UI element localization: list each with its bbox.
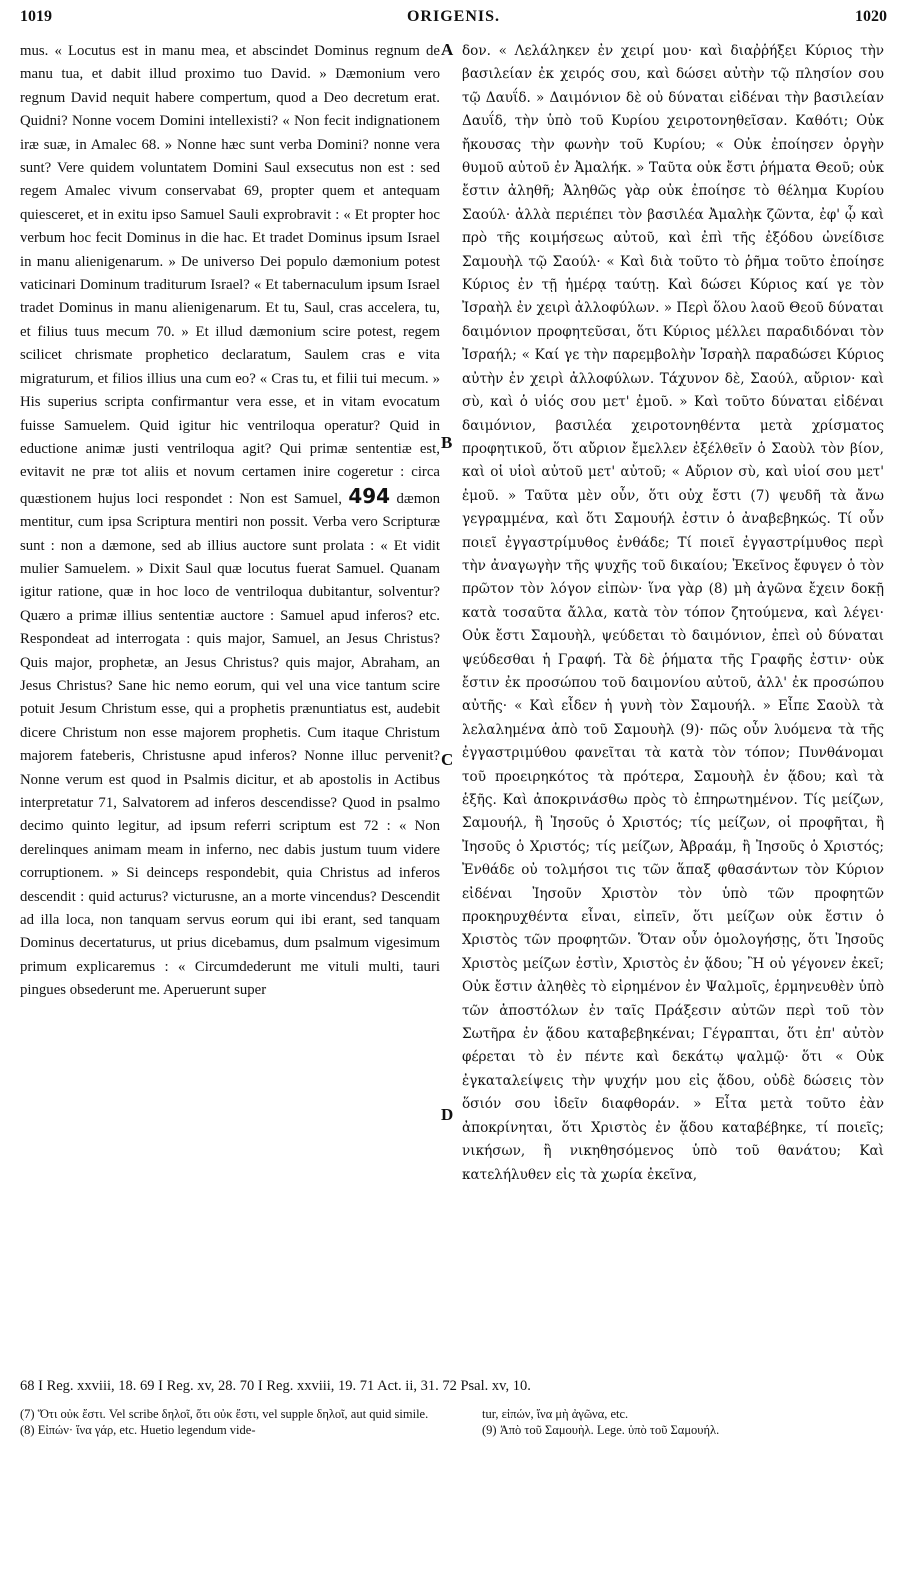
editorial-notes bbox=[20, 1406, 887, 1446]
page-number-right: 1020 bbox=[855, 8, 887, 25]
note-8-continued: tur, εἰπών, ἵνα μὴ ἀγῶνα, etc. bbox=[482, 1407, 629, 1421]
latin-text-part-1: mus. « Locutus est in manu mea, et abscindet Dominus regnum de manu tua, et dabit illud proximo tuo David. » Dæmonium vero regnum David nequit habere compertum, quod a Deo decretum erat. Quidni? Nonne vocem Domini intellexisti? « Non fecit indignationem iræ suæ, in Amalec 68. » Nonne hæc sunt verba Domini? nonne vera sunt? Vere quidem voluntatem Domini Saul exsecutus non est : sed regem Amalec vivum conservabat 69, propter quem et antequam quiesceret, et in exitu ipso Samuel Sauli exprobravit : « Et propter hoc verbum hoc fecit Dominus in die hac. Et tradet Dominus ipsum Israel in manu alienigenarum. » De universo Dei populo dæmonium potest vaticinari Dominum traditurum Israel? « Et tabernaculum ipsum Israel tradet Dominus in manu alienigenarum. Et tu, Saul, cras accelera, tu, et filius tuus mecum 70. » Et illud dæmonium scire potest, regem scilicet chrismate prophetico declaratum, Saulem cras e vita migraturum, et filios illius una cum eo? « Cras tu, et filii tui mecum. » His superius scripta confirmantur vera esse, et in vitam evocatum fuisse Samuelem. Quid igitur hic ventriloqua operatur? Quid in eductione animæ justi ventriloqua agit? Qui primæ sententiæ est, evitavit ne præ tot aliis et novum certamen inire cogeretur : circa quæstionem hujus loci respondet : Non est Samuel, bbox=[20, 43, 440, 507]
margin-marker-d: D bbox=[441, 1105, 454, 1124]
margin-marker-c: C bbox=[441, 750, 454, 769]
note-7: (7) Ὅτι οὐκ ἔστι. Vel scribe δηλοῖ, ὅτι οὐκ ἔστι, vel supple δηλοῖ, aut quid simile. bbox=[20, 1407, 429, 1421]
margin-marker-a: A bbox=[441, 40, 454, 59]
greek-text: δον. « Λελάληκεν ἐν χειρί μου· καὶ διαῤῥήξει Κύριος τὴν βασιλείαν ἐκ χειρός σου, καὶ δώσει αὐτὴν τῷ πλησίον σου τῷ Δαυΐδ. » Δαιμόνιον δὲ οὐ δύναται εἰδέναι τὴν βασιλείαν Δαυΐδ, τὴν ὑπὸ τοῦ Κυρίου χειροτονηθεῖσαν. Καθότι; Οὐκ ἤκουσας τὴν φωνὴν τοῦ Κυρίου; « Οὐκ ἐποίησεν ὀργὴν θυμοῦ αὐτοῦ ἐν Ἀμαλήκ. » Ταῦτα οὐκ ἔστι ῥήματα Θεοῦ; οὐκ ἔστιν ἀληθῆ; Ἀληθῶς γὰρ οὐκ ἐποίησε τὸ θέλημα Κυρίου Σαούλ· ἀλλὰ περιέπει τὸν βασιλέα Ἀμαλὴκ ζῶντα, ἐφ' ᾧ καὶ πρὸ τῆς κοιμήσεως αὐτοῦ, καὶ ἐπὶ τῆς ἐξόδου ὠνείδισε Σαμουὴλ τῷ Σαούλ· « Καὶ διὰ τοῦτο τὸ ῥῆμα τοῦτο ἐποίησε Κύριος ἐν τῇ ἡμέρᾳ ταύτῃ. Καὶ δώσει Κύριος καί γε τὸν Ἰσραὴλ ἐν χειρὶ ἀλλοφύλων. » Περὶ ὅλου λαοῦ Θεοῦ δύναται δαιμόνιον προφητεῦσαι, ὅτι Κύριος μέλλει παραδιδόναι τὸν Ἰσραήλ; « Καί γε τὴν παρεμβολὴν Ἰσραὴλ παραδώσει Κύριος αὐτὴν ἐν χειρὶ ἀλλοφύλων. Τάχυνον δὲ, Σαούλ, αὔριον· καὶ σὺ, καὶ ὁ υἱός σου μετ' ἐμοῦ. » Καὶ τοῦτο δύναται εἰδέναι δαιμόνιον, βασιλέα χειροτονηθέντα μετὰ χρίσματος προφητικοῦ, ὅτι αὔριον ἔμελλεν ἐξέλθεῖν ὁ Σαοὺλ τὸν βίον, καὶ οἱ υἱοὶ αὐτοῦ μετ' αὐτοῦ; « Αὔριον σὺ, καὶ υἱοί σου μετ' ἐμοῦ. » Ταῦτα μὲν οὖν, ὅτι οὐχ ἔστι (7) ψευδῆ τὰ ἄνω γεγραμμένα, καὶ ὅτι Σαμουήλ ἐστιν ὁ ἀναβεβηκώς. Τί οὖν ποιεῖ ἐγγαστρίμυθος ἐνθάδε; Τί ποιεῖ ἐγγαστρίμυθος περὶ τὴν ἀναγωγὴν τῆς ψυχῆς τοῦ δικαίου; Ἐκεῖνος ἔφυγεν ὁ τὸν πρῶτον τὸν λόγον εἰπὼν· ἵνα γὰρ (8) μὴ ἀγῶνα ἔχειν δοκῇ κατὰ τοσαῦτα ἄλλα, κατὰ τὸν τόπον ζητούμενα, καὶ λέγει· Οὐκ ἔστι Σαμουὴλ, ψεύδεται τὸ δαιμόνιον, ἐπεὶ οὐ δύναται ψεύδεσθαι ἡ Γραφή. Τὰ δὲ ῥήματα τῆς Γραφῆς ἐστιν· οὐκ ἔστιν ἐκ προσώπου τοῦ δαιμονίου αὐτοῦ, ἀλλ' ἐκ προσώπου αὐτῆς· « Καὶ εἶδεν ἡ γυνὴ τὸν Σαμουήλ. » Εἶπε Σαοὺλ τὰ λελαλημένα ἀπὸ τοῦ Σαμουὴλ (9)· πῶς οὖν λυόμενα τὰ τῆς ἐγγαστριμύθου φανεῖται τὰ κατὰ τὸν τόπον; Πυνθάνομαι τοῦ προειρηκότος τὰ πρότερα, Σαμουὴλ ἐν ᾅδου; καὶ τὰ ἑξῆς. Καὶ ἀποκρινάσθω πρὸς τὸ ἐπηρωτημένον. Τίς μείζων, Σαμουήλ, ἢ Ἰησοῦς ὁ Χριστός; τίς μείζων, οἱ προφῆται, ἢ Ἰησοῦς ὁ Χριστός; τίς μείζων, Ἀβραάμ, ἢ Ἰησοῦς ὁ Χριστός; Ἐνθάδε οὐ τολμήσοι τις τῶν ἅπαξ φθασάντων τὸν Κύριον εἰδέναι Ἰησοῦν Χριστὸν τὸν ὑπὸ τῶν προφητῶν προκηρυχθέντα εἶναι, εἰπεῖν, ὅτι μείζων οὐκ ἔστιν ὁ Χριστὸς τῶν προφητῶν. Ὅταν οὖν ὁμολογήσῃς, ὅτι Ἰησοῦς Χριστὸς μείζων ἐστὶν, Χριστὸς ἐν ᾅδου; Ἢ οὐ γέγονεν ἐκεῖ; Οὐκ ἔστιν ἀληθὲς τὸ εἰρημένον ἐν Ψαλμοῖς, ἑρμηνευθὲν ὑπὸ τῶν ἀποστόλων ἐν ταῖς Πράξεσιν αὐτῶν περὶ τοῦ τὸν Σωτῆρα ἐν ᾅδου καταβεβηκέναι; Γέγραπται, ὅτι ἐπ' αὐτὸν φέρεται τὸ ἐν πέντε καὶ δεκάτῳ ψαλμῷ· ὅτι « Οὐκ ἐγκαταλείψεις τὴν ψυχήν μου εἰς ᾅδου, οὐδὲ δώσεις τὸν ὅσιόν σου ἰδεῖν διαφθοράν. » Εἶτα μετὰ τοῦτο ἐὰν ἀποκρίνηται, ὅτι Χριστὸς ἐν ᾅδου καταβέβηκε, τί ποιεῖς; νικήσων, ἢ νικηθησόμενος ὑπὸ τοῦ θανάτου; Καὶ κατελήλυθεν εἰς τὰ χωρία ἐκεῖνα, bbox=[462, 43, 884, 1183]
latin-text bbox=[20, 40, 440, 1003]
latin-column bbox=[20, 40, 440, 1370]
note-8: (8) Εἰπών· ἵνα γάρ, etc. Huetio legendum vide- bbox=[20, 1423, 256, 1437]
running-title: ORIGENIS. bbox=[406, 8, 501, 25]
latin-text-part-2: dæmon mentitur, cum ipsa Scriptura mentiri non possit. Verba vero Scripturæ sunt : non a dæmone, sed ab illius auctore sunt prolata : « Et vidit mulier Samuelem. » Dixit Saul quæ locutus fuerat Samuel. Quanam igitur ratione, quæ in hoc loco de ventriloqua dubitantur, solventur? Quæro a primæ illius sententiæ auctore : Samuel apud inferos? etc. Respondeat ad interrogata : quis major, Samuel, an Jesus Christus? Quis major, prophetæ, an Jesus Christus? quis major, Abraham, an Jesus Christus? Sane hic nemo eorum, qui vel una vice tantum scire potuit Jesum Christum esse, qui a prophetis prænuntiatus est, audebit dicere Christum non esse majorem prophetis. Cum itaque Christum majorem fateberis, Christusne apud inferos? Nonne illuc pervenit? Nonne verum est quod in Psalmis dicitur, et ab apostolis in Actibus interpretatur 71, Salvatorem ad inferos descendisse? Quod in psalmo decimo quinto legitur, ad ipsum referri scriptum est 72 : « Non derelinques animam meam in inferno, nec dabis justum tuum videre corruptionem. » Si deinceps respondebit, quia Christus ad inferos descendit : quid acturus? victurusne, an a morte vincendus? Descendit ad illa loca, non tanquam servus eorum qui ibi erant, sed tanquam Dominus decertaturus, ut prius dicebamus, dum psalmum vigesimum primum explicaremus : « Circumdederunt me vituli multi, tauri pingues obsederunt me. Aperuerunt super bbox=[20, 490, 440, 999]
greek-column bbox=[462, 40, 884, 1370]
page-marker: 494 bbox=[348, 483, 391, 508]
margin-marker-b: B bbox=[441, 433, 453, 452]
page-header bbox=[20, 8, 887, 32]
footnote-references: 68 I Reg. xxviii, 18. 69 I Reg. xv, 28. 70 I Reg. xxviii, 19. 71 Act. ii, 31. 72 Psal. xv, 10. bbox=[20, 1378, 531, 1394]
notes-left bbox=[20, 1406, 440, 1438]
notes-right bbox=[482, 1406, 904, 1438]
page-number-left: 1019 bbox=[20, 8, 52, 25]
note-9: (9) Ἀπὸ τοῦ Σαμουὴλ. Lege. ὑπὸ τοῦ Σαμουήλ. bbox=[482, 1423, 720, 1437]
